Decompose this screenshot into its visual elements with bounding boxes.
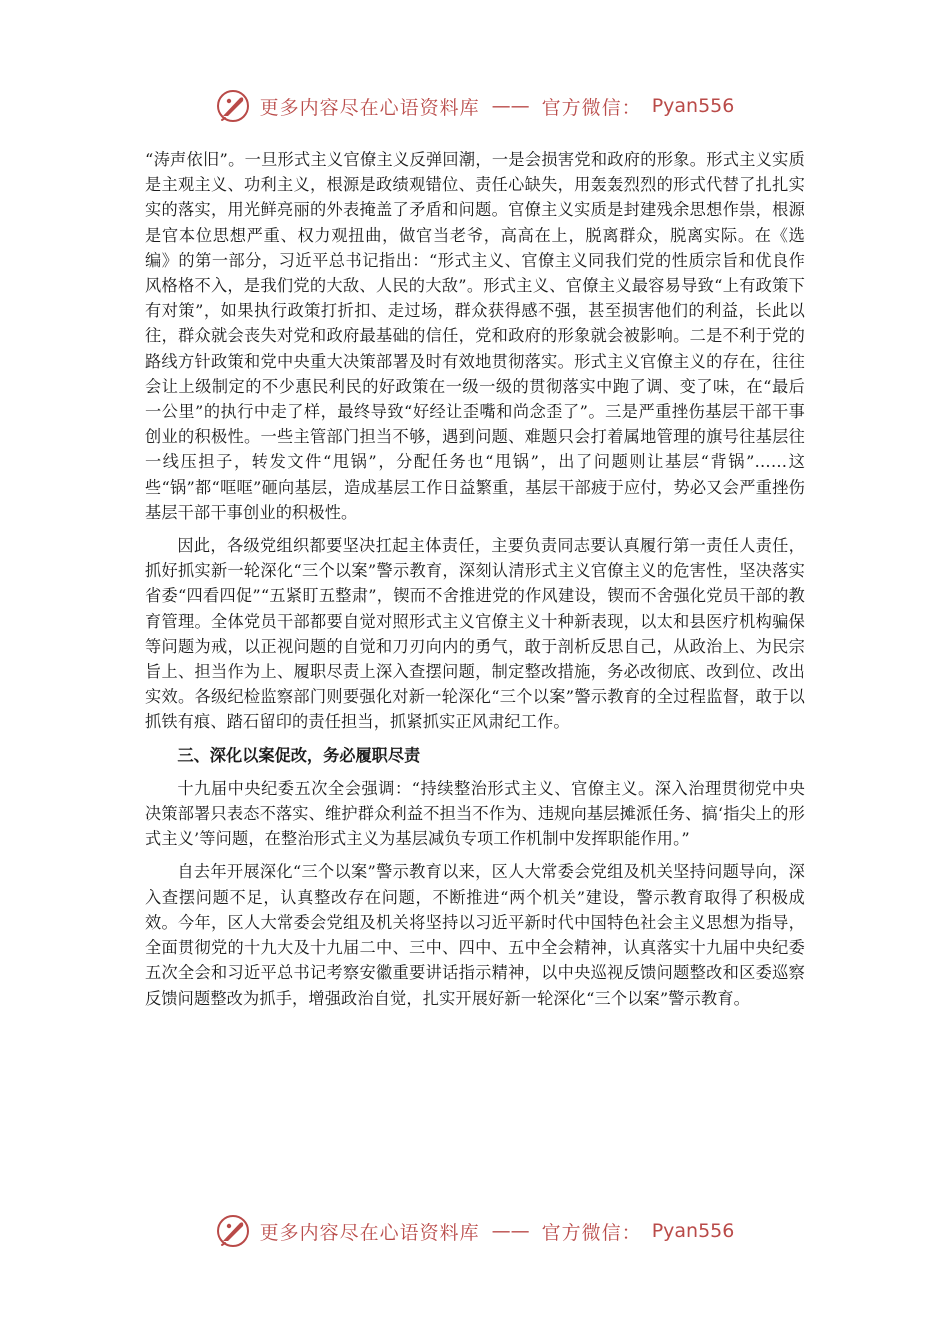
watermark-separator: ——: [491, 95, 530, 117]
quill-logo-icon: [216, 1214, 250, 1248]
quill-logo-icon: [216, 89, 250, 123]
paragraph-2: 因此，各级党组织都要坚决扛起主体责任，主要负责同志要认真履行第一责任人责任，抓好抓实新一轮深化“三个以案”警示教育，深刻认清形式主义官僚主义的危害性，坚决落实省委“四看四促”“五紧盯五整肃”，锲而不舍推进党的作风建设，锲而不舍强化党员干部的教育管理。全体党员干部都要自觉对照形式主义官僚主义十种新表现，以太和县医疗机构骗保等问题为戒，以正视问题的自觉和刀刃向内的勇气，敢于剖析反思自己，从政治上、为民宗旨上、担当作为上、履职尽责上深入查摆问题，制定整改措施，务必改彻底、改到位、改出实效。各级纪检监察部门则要强化对新一轮深化“三个以案”警示教育的全过程监督，敢于以抓铁有痕、踏石留印的责任担当，抓紧抓实正风肃纪工作。: [145, 536, 805, 732]
watermark-text: 更多内容尽在心语资料库: [259, 96, 480, 119]
paragraph-4: 自去年开展深化“三个以案”警示教育以来，区人大常委会党组及机关坚持问题导向，深入查摆问题不足，认真整改存在问题，不断推进“两个机关”建设，警示教育取得了积极成效。今年，区人大常委会党组及机关将坚持以习近平新时代中国特色社会主义思想为指导，全面贯彻党的十九大及十九届二中、三中、四中、五中全会精神，认真落实十九届中央纪委五次全会和习近平总书记考察安徽重要讲话指示精神，以中央巡视反馈问题整改和区委巡察反馈问题整改为抓手，增强政治自觉，扎实开展好新一轮深化“三个以案”警示教育。: [145, 862, 805, 1008]
paragraph-1: “涛声依旧”。一旦形式主义官僚主义反弹回潮，一是会损害党和政府的形象。形式主义实质是主观主义、功利主义，根源是政绩观错位、责任心缺失，用轰轰烈烈的形式代替了扎扎实实的落实，用光鲜亮丽的外表掩盖了矛盾和问题。官僚主义实质是封建残余思想作祟，根源是官本位思想严重、权力观扭曲，做官当老爷，高高在上，脱离群众，脱离实际。在《选编》的第一部分，习近平总书记指出：“形式主义、官僚主义同我们党的性质宗旨和优良作风格格不入，是我们党的大敌、人民的大敌”。形式主义、官僚主义最容易导致“上有政策下有对策”，如果执行政策打折扣、走过场，群众获得感不强，甚至损害他们的利益，长此以往，群众就会丧失对党和政府最基础的信任，党和政府的形象就会被影响。二是不利于党的路线方针政策和党中央重大决策部署及时有效地贯彻落实。形式主义官僚主义的存在，往往会让上级制定的不少惠民利民的好政策在一级一级的贯彻落实中跑了调、变了味，在“最后一公里”的执行中走了样，最终导致“好经让歪嘴和尚念歪了”。三是严重挫伤基层干部干事创业的积极性。一些主管部门担当不够，遇到问题、难题只会打着属地管理的旗号往基层往一线压担子，转发文件“甩锅”，分配任务也“甩锅”，出了问题则让基层“背锅”……这些“锅”都“哐哐”砸向基层，造成基层工作日益繁重，基层干部疲于应付，势必又会严重挫伤基层干部干事创业的积极性。: [145, 150, 805, 522]
watermark-wechat-label: 官方微信：: [541, 96, 642, 119]
watermark-text: 更多内容尽在心语资料库: [259, 1221, 480, 1244]
watermark-separator: ——: [491, 1220, 530, 1242]
section-heading: 三、深化以案促改，务必履职尽责: [177, 745, 421, 765]
header-watermark: [0, 84, 950, 128]
footer-watermark: [0, 1209, 950, 1253]
watermark-wechat-id: Pyan556: [651, 1220, 735, 1242]
watermark-wechat-id: Pyan556: [651, 95, 735, 117]
watermark-wechat-label: 官方微信：: [541, 1221, 642, 1244]
document-body: [145, 147, 805, 1011]
paragraph-3: 十九届中央纪委五次全会强调：“持续整治形式主义、官僚主义。深入治理贯彻党中央决策部署只表态不落实、维护群众利益不担当不作为、违规向基层摊派任务、搞‘指尖上的形式主义’等问题，在整治形式主义为基层减负专项工作机制中发挥职能作用。”: [145, 778, 805, 849]
